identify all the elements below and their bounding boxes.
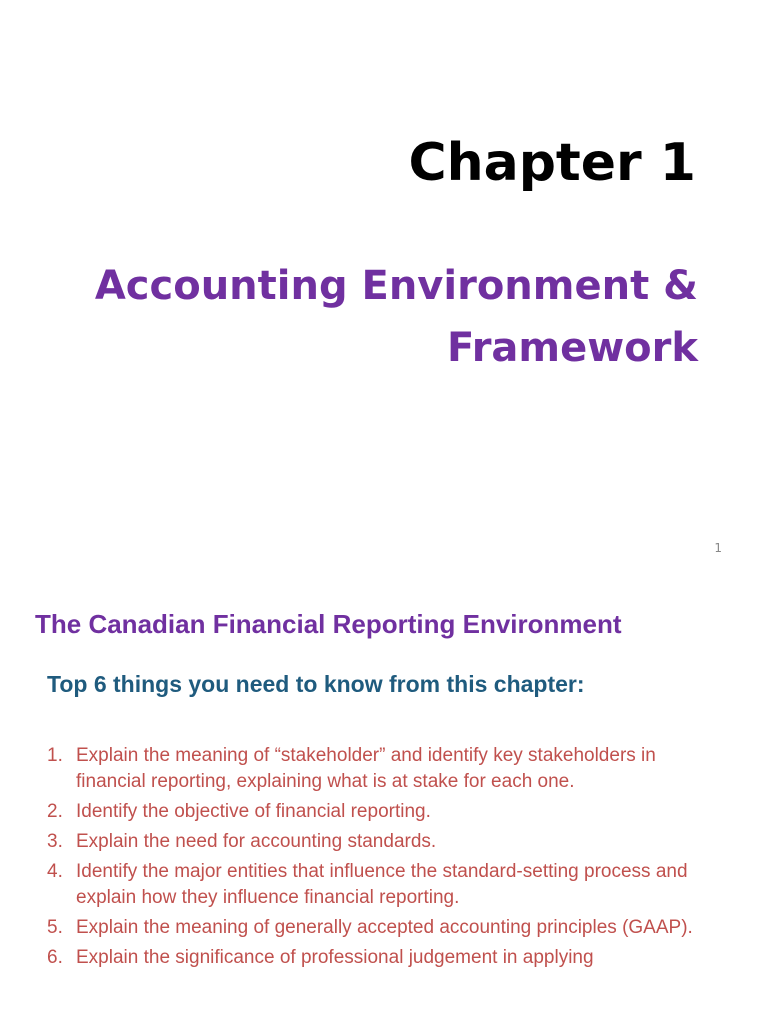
list-item-text: Explain the significance of professional judgement in applying <box>76 947 594 968</box>
list-item-number: 6. <box>47 947 63 968</box>
list-item-text: Identify the major entities that influence the standard-setting process and explain how they influence financial reporting. <box>76 861 688 908</box>
section-subtitle: Top 6 things you need to know from this chapter: <box>47 671 585 697</box>
page-number: 1 <box>714 541 722 555</box>
list-item <box>47 829 707 855</box>
list-item <box>47 945 707 971</box>
list-item <box>47 859 707 911</box>
list-item-number: 5. <box>47 917 63 938</box>
list-item-number: 2. <box>47 801 63 822</box>
list-item-number: 1. <box>47 745 63 766</box>
slide-2 <box>0 576 768 1024</box>
learning-objectives-list <box>47 743 707 975</box>
list-item-number: 4. <box>47 861 63 882</box>
list-item-number: 3. <box>47 831 63 852</box>
list-item-text: Explain the meaning of generally accepted accounting principles (GAAP). <box>76 917 693 938</box>
list-item-text: Explain the need for accounting standards. <box>76 831 437 852</box>
list-item-text: Identify the objective of financial reporting. <box>76 801 431 822</box>
list-item <box>47 799 707 825</box>
chapter-subtitle: Accounting Environment & Framework <box>94 263 698 371</box>
chapter-title: Chapter 1 <box>408 133 696 193</box>
list-item-text: Explain the meaning of “stakeholder” and identify key stakeholders in financial reporting, explaining what is at stake for each one. <box>76 745 656 792</box>
section-title: The Canadian Financial Reporting Environment <box>35 609 622 639</box>
list-item <box>47 743 707 795</box>
list-item <box>47 915 707 941</box>
